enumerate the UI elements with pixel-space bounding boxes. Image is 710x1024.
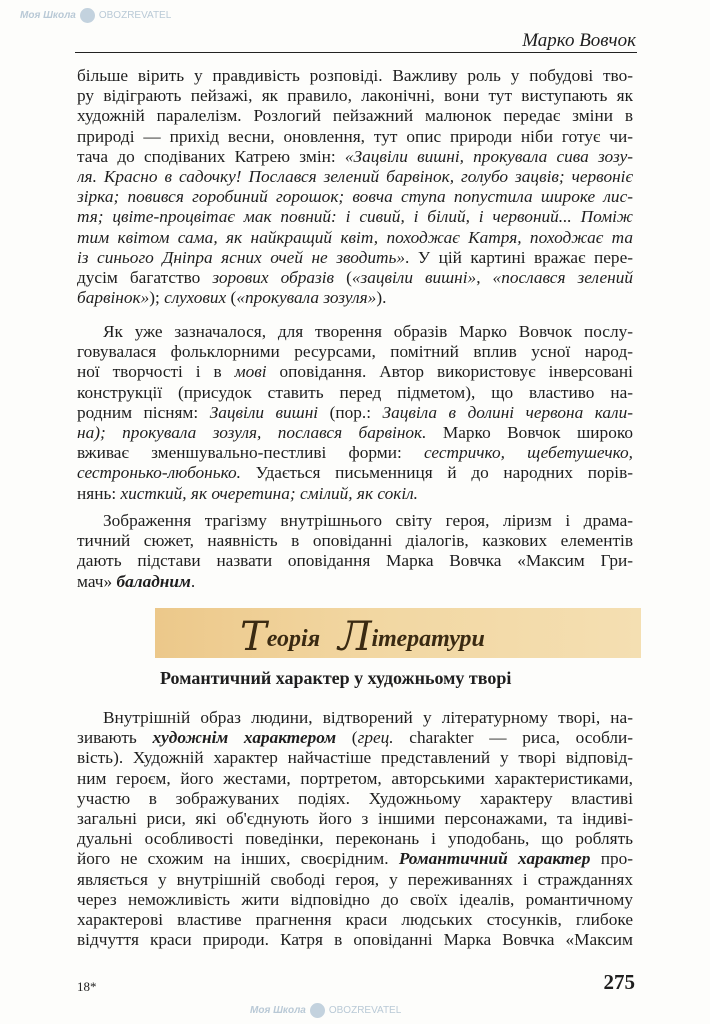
emphasis-run: Романтичний характер [398, 849, 591, 869]
signature-mark: 18* [77, 979, 97, 994]
text-run: ). [376, 288, 387, 308]
italic-run: грец. [357, 728, 394, 748]
text-line [77, 187, 633, 207]
italic-run: на); прокувала зозуля, послався барвінок. [77, 422, 427, 442]
text-run: Внутрішній образ людини, відтворений у літературному творі, на- [103, 708, 633, 727]
watermark [250, 1003, 401, 1018]
text-run: загальні риси, які об'єднують його з іншими персонажами, та індиві- [77, 808, 633, 828]
text-line [77, 572, 633, 592]
emphasis-run: художнім характером [152, 728, 337, 748]
italic-run: сестронько-любонько. [77, 463, 241, 483]
text-line [77, 463, 633, 483]
watermark-text: OBOZREVATEL [98, 10, 172, 21]
text-run: ру відіграють пейзажі, як правило, лаконічні, вони тут виступають як [77, 86, 633, 106]
text-run: мач» [77, 571, 117, 591]
text-line [77, 484, 633, 504]
text-run: тача до сподіваних Катрею змін: [77, 146, 345, 166]
text-line [77, 769, 633, 789]
text-run: оповідання. Автор використовує інверсовані [266, 362, 633, 382]
text-line [77, 66, 633, 86]
text-run: charakter — риса, особли- [393, 728, 633, 748]
text-line [77, 551, 633, 571]
text-line [77, 362, 633, 382]
banner-word: ітератури [371, 626, 485, 652]
text-run: ( [334, 267, 352, 287]
italic-run: хисткий, як очеретина; смілий, як сокіл. [120, 483, 418, 503]
text-run: , [476, 267, 493, 287]
italic-run: тим квітом сама, як найкращий квіт, походжає Катря, походжає та [77, 227, 633, 247]
text-line [77, 127, 633, 147]
watermark [20, 8, 171, 23]
paragraph-landscape [77, 66, 633, 308]
header-rule [75, 52, 637, 53]
italic-run: тя; цвіте-процвітає мак повний: і сивий, і білий, і червоний... Поміж [77, 207, 633, 227]
italic-run: зірка; повився горобиний горошок; вовча ступа попустила широке лис- [77, 187, 633, 207]
text-run: Зображення трагізму внутрішнього світу героя, ліризм і драма- [103, 511, 633, 530]
text-run: його не схожим на інших, своєрідним. [77, 849, 399, 869]
text-run: відчуття краси природи. Катря в оповіданні Марка Вовчка «Максим [77, 930, 633, 950]
text-run: говувалася фольклорними ресурсами, помітний вплив усної народ- [77, 342, 633, 362]
text-line [77, 809, 633, 829]
text-run: ної творчості і в [77, 362, 235, 382]
italic-run: Зацвіла в долині червона кали- [382, 402, 633, 422]
text-line [77, 228, 633, 248]
text-line [77, 870, 633, 890]
section-heading: Романтичний характер у художньому творі [160, 668, 512, 688]
italic-run: «зацвіли вишні» [351, 267, 477, 287]
text-run: художній паралелізм. Розлогий пейзажний малюнок передає зміни в [77, 106, 633, 126]
page-number: 275 [603, 970, 635, 994]
italic-run: ля. Красно в садочку! Послався зелений барвінок, голубо зацвів; червоніє [77, 166, 633, 186]
watermark-text: Моя Школа [20, 10, 76, 21]
text-run: ( [336, 728, 358, 748]
text-line [77, 531, 633, 551]
theory-of-literature-banner [155, 608, 641, 658]
italic-run: «послався зелений [492, 267, 633, 287]
paragraph-ballad [77, 511, 633, 592]
paragraph-folklore [77, 322, 633, 504]
text-run: Як уже зазначалося, для творення образів Марко Вовчок послу- [103, 322, 633, 341]
text-run: . [190, 571, 196, 591]
text-line [77, 728, 633, 748]
italic-run: Зацвіли вишні [209, 402, 319, 422]
text-run: вість). Художній характер найчастіше представлений у творі відповід- [77, 748, 633, 768]
text-run: тичний сюжет, наявність в оповіданні діалогів, казкових елементів [77, 531, 633, 551]
watermark-text: OBOZREVATEL [328, 1005, 402, 1016]
text-run: ); [149, 288, 165, 308]
text-run: Удається письменниця й до народних порів- [241, 463, 633, 483]
italic-run: «Зацвіли вишні, прокувала сива зозу- [344, 146, 633, 166]
text-line [77, 207, 633, 227]
text-run: участю в зображуваних подіях. Художньому характеру властиві [77, 788, 633, 808]
italic-run: слухових [164, 288, 227, 308]
italic-run: мові [234, 362, 267, 382]
text-line [77, 86, 633, 106]
checkmark-circle-icon [310, 1003, 325, 1018]
text-line [77, 748, 633, 768]
text-run: характерові властиве прагнення краси людських стосунків, глибоке [77, 909, 633, 929]
banner-word: еорія [266, 626, 321, 652]
text-line [77, 829, 633, 849]
text-line [77, 443, 633, 463]
text-line [77, 106, 633, 126]
text-line [77, 322, 633, 342]
running-head-author: Марко Вовчок [522, 30, 636, 51]
text-run: ( [226, 288, 237, 308]
text-run: (пор.: [318, 402, 383, 422]
text-run: дуальні особливості поведінки, переконань і уподобань, що роблять [77, 829, 633, 849]
text-run: ним героєм, його жестами, портретом, авторськими характеристиками, [77, 768, 633, 788]
italic-run: барвінок» [77, 288, 150, 308]
text-line [77, 708, 633, 728]
text-run: про- [590, 849, 633, 869]
text-line [77, 147, 633, 167]
checkmark-circle-icon [80, 8, 95, 23]
text-run: дають підстави назвати оповідання Марка Вовчка «Максим Гри- [77, 551, 633, 571]
text-run: Марко Вовчок широко [426, 422, 633, 442]
text-run: через неможливість жити відповідно до своїх ідеалів, романтичному [77, 889, 633, 909]
text-line [77, 268, 633, 288]
text-run: зивають [77, 728, 153, 748]
text-run: родним пісням: [77, 402, 210, 422]
text-line [77, 890, 633, 910]
text-run: . У цій картині вражає пере- [405, 247, 633, 267]
text-line [77, 248, 633, 268]
text-run: конструкції (присудок ставить перед підметом), що властиво на- [77, 382, 633, 402]
text-line [77, 383, 633, 403]
text-run: дусім багатство [77, 267, 213, 287]
text-run: нянь: [77, 483, 121, 503]
text-line [77, 930, 633, 950]
text-line [77, 423, 633, 443]
italic-run: із синього Дніпра ясних очей не зводить» [77, 247, 406, 267]
italic-run: сестричко, щебетушечко, [423, 443, 633, 463]
text-line [77, 288, 633, 308]
text-line [77, 849, 633, 869]
emphasis-run: баладним [116, 571, 191, 591]
text-line [77, 342, 633, 362]
text-run: являється у внутрішній свободі героя, у переживаннях і стражданнях [77, 869, 633, 889]
text-run: природі — прихід весни, оновлення, тут опис природи ніби готує чи- [77, 126, 633, 146]
text-run: більше вірить у правдивість розповіді. Важливу роль у побудові тво- [77, 66, 633, 85]
text-line [77, 910, 633, 930]
banner-title [240, 610, 485, 656]
text-run: вживає зменшувально-пестливі форми: [77, 443, 424, 463]
banner-initial: Л [338, 614, 372, 658]
banner-initial: Т [240, 614, 267, 658]
text-line [77, 511, 633, 531]
text-line [77, 167, 633, 187]
text-line [77, 789, 633, 809]
italic-run: «прокувала зозуля» [236, 288, 377, 308]
paragraph-romantic-character [77, 708, 633, 950]
text-line [77, 403, 633, 423]
italic-run: зорових образів [212, 267, 335, 287]
watermark-text: Моя Школа [250, 1005, 306, 1016]
